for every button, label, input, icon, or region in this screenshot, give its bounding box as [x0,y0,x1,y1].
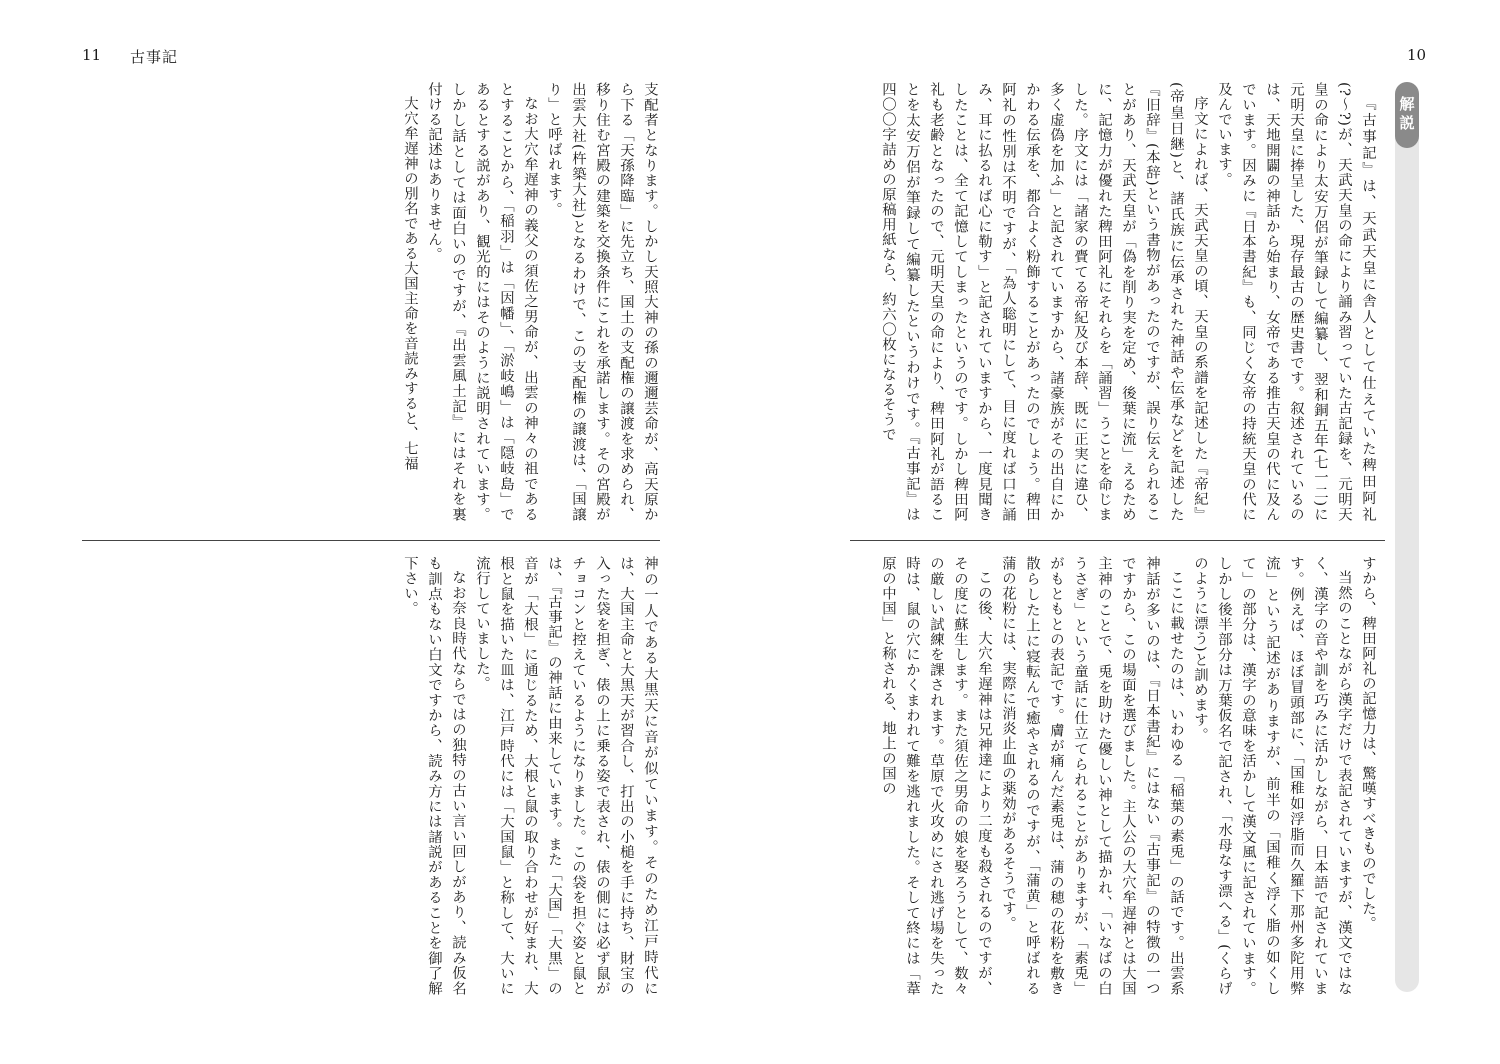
paragraph: なお大穴牟遅神の義父の須佐之男命が、出雲の神々の祖であるとすることから、「稲羽」は「因幡」、「淤岐嶋」は「隠岐島」であるとする説があり、観光的にはそのように説明されています。しかし話としては面白いのですが、『出雲風土記』にはそれを裏付ける記述はありません。 [426,82,538,522]
paragraph: 大穴牟遅神の別名である大国主命を音読みすると、七福 [402,96,418,472]
paragraph: 序文によれば、天武天皇の頃、天皇の系譜を記述した『帝紀』(帝皇日継)と、諸氏族に伝承された神話や伝承などを記述した『旧辞』(本辞)という書物があったのですが、誤り伝えられることがあり、天武天皇が「偽を削り実を定め、後葉に流」えるために、記憶力が優れた稗田阿礼にそれらを「誦習」うことを命じました。序文には「諸家の賷てる帝紀及び本辞、既に正実に違ひ、多く虚偽を加ふ」と記されていますから、諸豪族がその出自にかかわる伝承を、都合よく粉飾することがあったのでしょう。稗田阿礼の性別は不明ですが、「為人聡明にして、目に度れば口に誦み、耳に払るれば心に勒す」と記されていますから、一度見聞きしたことは、全て記憶してしまったというのです。しかし稗田阿礼も老齢となったので、元明天皇の命により、稗田阿礼が語ることを太安万侶が筆録して編纂したというわけです。『古事記』は四〇〇字詰めの原稿用紙なら、約六〇枚になるそうで [880,82,1208,522]
left-page-number: 11 [82,46,102,64]
left-bottom-text-block [380,556,662,996]
paragraph: ここに載せたのは、いわゆる「稲葉の素兎」の話です。出雲系神話が多いのは、『日本書紀』にはない『古事記』の特徴の一つですから、この場面を選びました。主人公の大穴牟遅神とは大国主神のことで、兎を助けた優しい神として描かれ、「いなばの白うさぎ」という童話に仕立てられることがありますが、「素兎」がもともとの表記です。膚が痛んだ素兎は、蒲の穂の花粉を敷き散らした上に寝転んで癒やされるのですが、「蒲黄」と呼ばれる蒲の花粉には、実際に消炎止血の薬効があるそうです。 [1000,556,1184,996]
left-top-text-block [380,82,662,522]
paragraph: すから、稗田阿礼の記憶力は、驚嘆すべきものでした。 [1360,556,1376,931]
running-title: 古事記 [130,48,179,66]
section-tab-label: 解説 [1395,82,1419,148]
section-divider [82,540,660,541]
section-tab-track [1395,82,1419,992]
right-top-text-block [850,82,1380,522]
paragraph: 『古事記』は、天武天皇に舎人として仕えていた稗田阿礼(?〜?)が、天武天皇の命により誦み習っていた古記録を、元明天皇の命により太安万侶が筆録して編纂し、翌和銅五年(七一二)に元明天皇に捧呈した、現存最古の歴史書です。叙述されているのは、天地開闢の神話から始まり、女帝である推古天皇の代に及んでいます。因みに『日本書紀』も、同じく女帝の持統天皇の代に及んでいます。 [1216,82,1376,522]
right-page [750,0,1500,1064]
paragraph: 支配者となります。しかし天照大神の孫の邇邇芸命が、高天原から下る「天孫降臨」に先立ち、国土の支配権の譲渡を求められ、移り住む宮殿の建築を交換条件にこれを承諾します。その宮殿が出雲大社(杵築大社)となるわけで、この支配権の譲渡は、「国譲り」と呼ばれます。 [546,82,658,522]
paragraph: なお奈良時代ならではの独特の古い言い回しがあり、読み仮名も訓点もない白文ですから、読み方には諸説があることを御了解下さい。 [402,556,466,996]
paragraph: 当然のことながら漢字だけで表記されていますが、漢文ではなく、漢字の音や訓を巧みに活かしながら、日本語で記されています。例えば、ほぼ冒頭部に、「国稚如浮脂而久羅下那州多陀用弊流」という記述がありますが、前半の「国稚く浮く脂の如くして」の部分は、漢字の意味を活かして漢文風に記されています。しかし後半部分は万葉仮名で記され、「水母なす漂へる」(くらげのように漂う)と訓めます。 [1192,556,1352,996]
paragraph: 神の一人である大黒天に音が似ています。そのため江戸時代には、大国主命と大黒天が習合し、打出の小槌を手に持ち、財宝の入った袋を担ぎ、俵の上に乗る姿で表され、俵の側には必ず鼠がチョコンと控えているようになりました。この袋を担ぐ姿と鼠とは、『古事記』の神話に由来しています。また「大国」「大黒」の音が「大根」に通じるため、大根と鼠の取り合わせが好まれ、大根と鼠を描いた皿は、江戸時代には「大国鼠」と称して、大いに流行していました。 [474,556,658,996]
paragraph: この後、大穴牟遅神は兄神達により二度も殺されるのですが、その度に蘇生します。また須佐之男命の娘を娶ろうとして、数々の厳しい試練を課されます。草原で火攻めにされ逃げ場を失った時は、鼠の穴にかくまわれて難を逃れました。そして終には「葦原の中国」と称される、地上の国の [880,556,992,996]
right-bottom-text-block [850,556,1380,996]
section-divider [850,540,1385,541]
right-page-number: 10 [1407,46,1427,64]
